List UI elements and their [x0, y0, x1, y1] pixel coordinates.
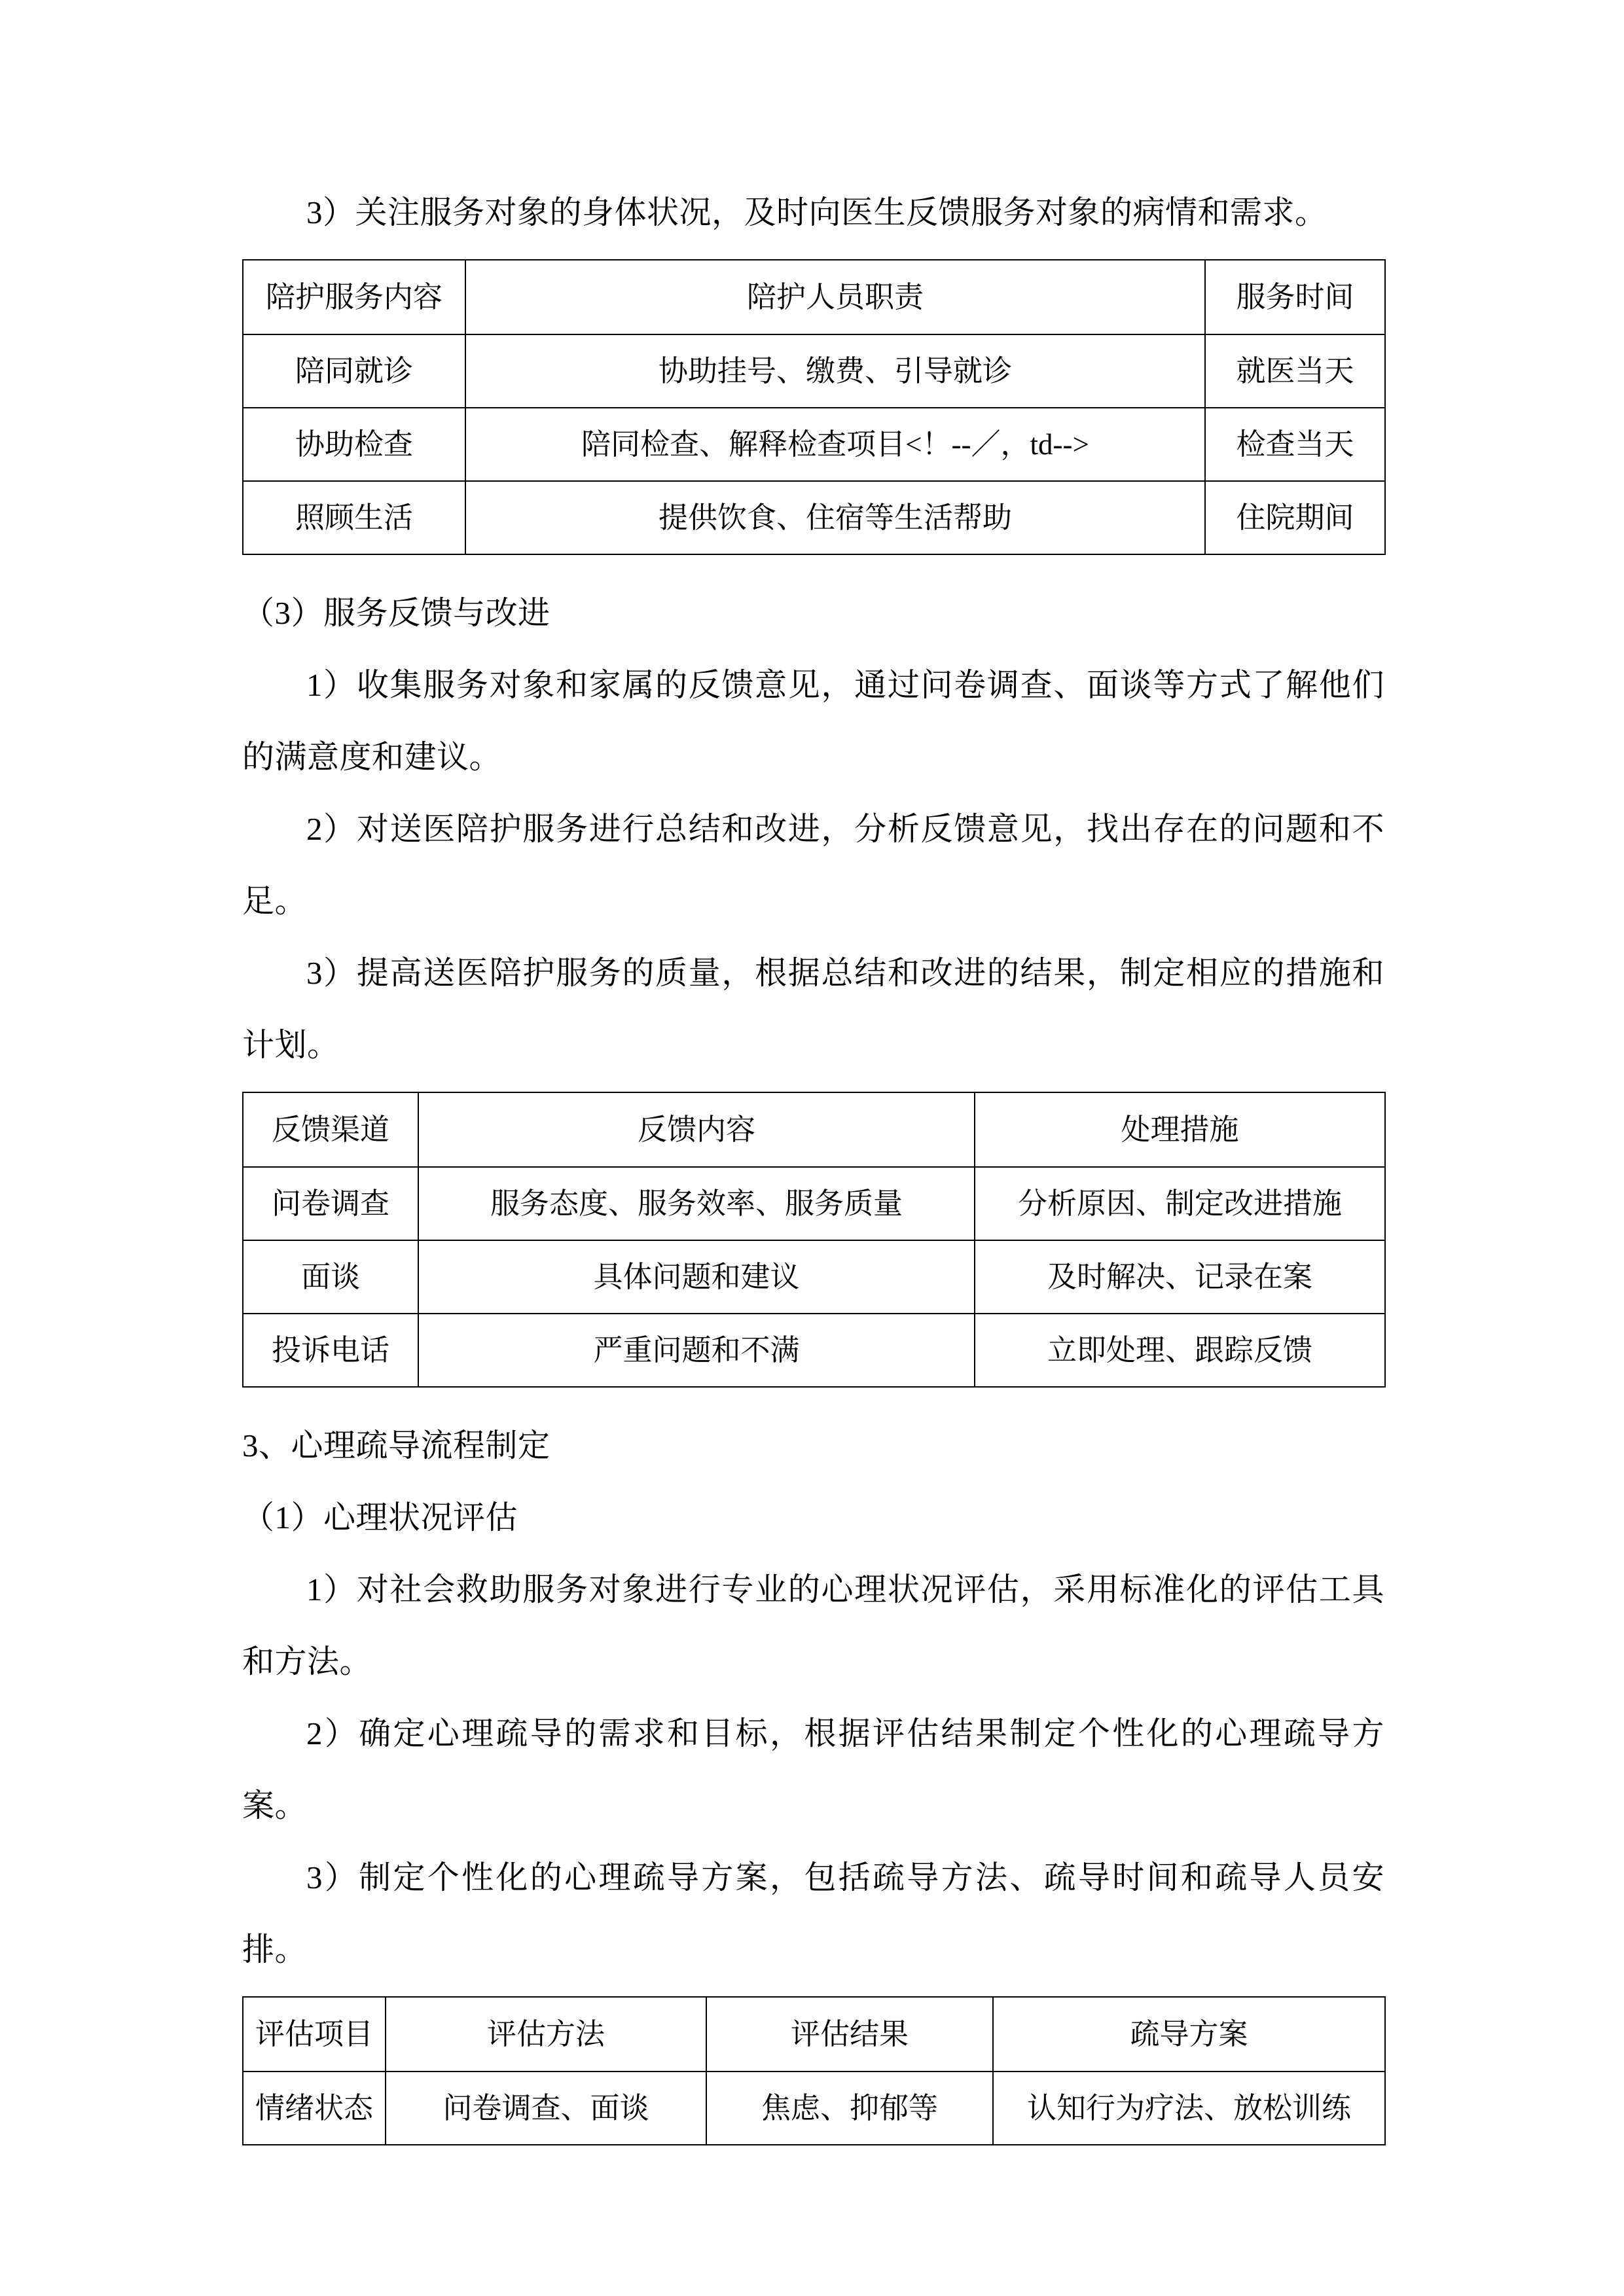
- table-cell: 检查当天: [1205, 408, 1385, 481]
- paragraph-psych-item-2: 2）确定心理疏导的需求和目标，根据评估结果制定个性化的心理疏导方案。: [242, 1715, 1384, 1823]
- table-header-cell: 服务时间: [1205, 260, 1385, 334]
- table-cell: 陪同就诊: [243, 334, 465, 408]
- table-row: [243, 1240, 1385, 1314]
- table-header-row: [243, 1092, 1385, 1167]
- paragraph-intro-item-3: 3）关注服务对象的身体状况，及时向医生反馈服务对象的病情和需求。: [306, 194, 1327, 230]
- table-cell: 住院期间: [1205, 481, 1385, 554]
- table-cell: 立即处理、跟踪反馈: [975, 1314, 1385, 1387]
- paragraph-feedback-item-2: 2）对送医陪护服务进行总结和改进，分析反馈意见，找出存在的问题和不足。: [242, 811, 1384, 919]
- table-row: [243, 2072, 1385, 2145]
- table-cell: 提供饮食、住宿等生活帮助: [465, 481, 1205, 554]
- table-cell: 协助检查: [243, 408, 465, 481]
- table-cell: 情绪状态: [243, 2072, 386, 2145]
- spacer: [242, 1388, 1384, 1410]
- table-cell: 严重问题和不满: [418, 1314, 975, 1387]
- table-cell: 投诉电话: [243, 1314, 418, 1387]
- table-cell: 照顾生活: [243, 481, 465, 554]
- table-cell: 问卷调查: [243, 1167, 418, 1240]
- table-cell: 服务态度、服务效率、服务质量: [418, 1167, 975, 1240]
- table-cell: 及时解决、记录在案: [975, 1240, 1385, 1314]
- table-header-cell: 评估方法: [386, 1997, 706, 2072]
- table-header-cell: 评估项目: [243, 1997, 386, 2072]
- table-cell: 分析原因、制定改进措施: [975, 1167, 1385, 1240]
- heading-psych-process: 3、心理疏导流程制定: [242, 1427, 550, 1463]
- page-content: [242, 177, 1384, 2145]
- table-header-cell: 反馈内容: [418, 1092, 975, 1167]
- care-service-table: [242, 259, 1386, 555]
- table-header-row: [243, 1997, 1385, 2072]
- spacer: [242, 249, 1384, 259]
- table-cell: 陪同检查、解释检查项目<！--／，td-->: [465, 408, 1205, 481]
- table-cell: 就医当天: [1205, 334, 1385, 408]
- table-cell: 面谈: [243, 1240, 418, 1314]
- table-header-cell: 陪护服务内容: [243, 260, 465, 334]
- table-header-cell: 处理措施: [975, 1092, 1385, 1167]
- table-row: [243, 1167, 1385, 1240]
- table-cell: 具体问题和建议: [418, 1240, 975, 1314]
- table-cell: 认知行为疗法、放松训练: [993, 2072, 1385, 2145]
- psych-assessment-table: [242, 1996, 1386, 2145]
- paragraph-feedback-item-1: 1）收集服务对象和家属的反馈意见，通过问卷调查、面谈等方式了解他们的满意度和建议。: [242, 667, 1384, 775]
- heading-service-feedback: （3）服务反馈与改进: [242, 595, 550, 631]
- table-row: [243, 481, 1385, 554]
- heading-psych-assessment: （1）心理状况评估: [242, 1499, 518, 1535]
- paragraph-psych-item-3: 3）制定个性化的心理疏导方案，包括疏导方法、疏导时间和疏导人员安排。: [242, 1859, 1384, 1967]
- table-cell: 焦虑、抑郁等: [706, 2072, 993, 2145]
- table-header-row: [243, 260, 1385, 334]
- spacer: [242, 1081, 1384, 1092]
- paragraph-psych-item-1: 1）对社会救助服务对象进行专业的心理状况评估，采用标准化的评估工具和方法。: [242, 1571, 1384, 1679]
- table-header-cell: 疏导方案: [993, 1997, 1385, 2072]
- feedback-handling-table: [242, 1092, 1386, 1388]
- table-header-cell: 评估结果: [706, 1997, 993, 2072]
- table-header-cell: 陪护人员职责: [465, 260, 1205, 334]
- spacer: [242, 1986, 1384, 1996]
- table-header-cell: 反馈渠道: [243, 1092, 418, 1167]
- table-cell: 协助挂号、缴费、引导就诊: [465, 334, 1205, 408]
- paragraph-feedback-item-3: 3）提高送医陪护服务的质量，根据总结和改进的结果，制定相应的措施和计划。: [242, 955, 1384, 1063]
- table-row: [243, 408, 1385, 481]
- table-row: [243, 1314, 1385, 1387]
- table-cell: 问卷调查、面谈: [386, 2072, 706, 2145]
- spacer: [242, 555, 1384, 577]
- table-row: [243, 334, 1385, 408]
